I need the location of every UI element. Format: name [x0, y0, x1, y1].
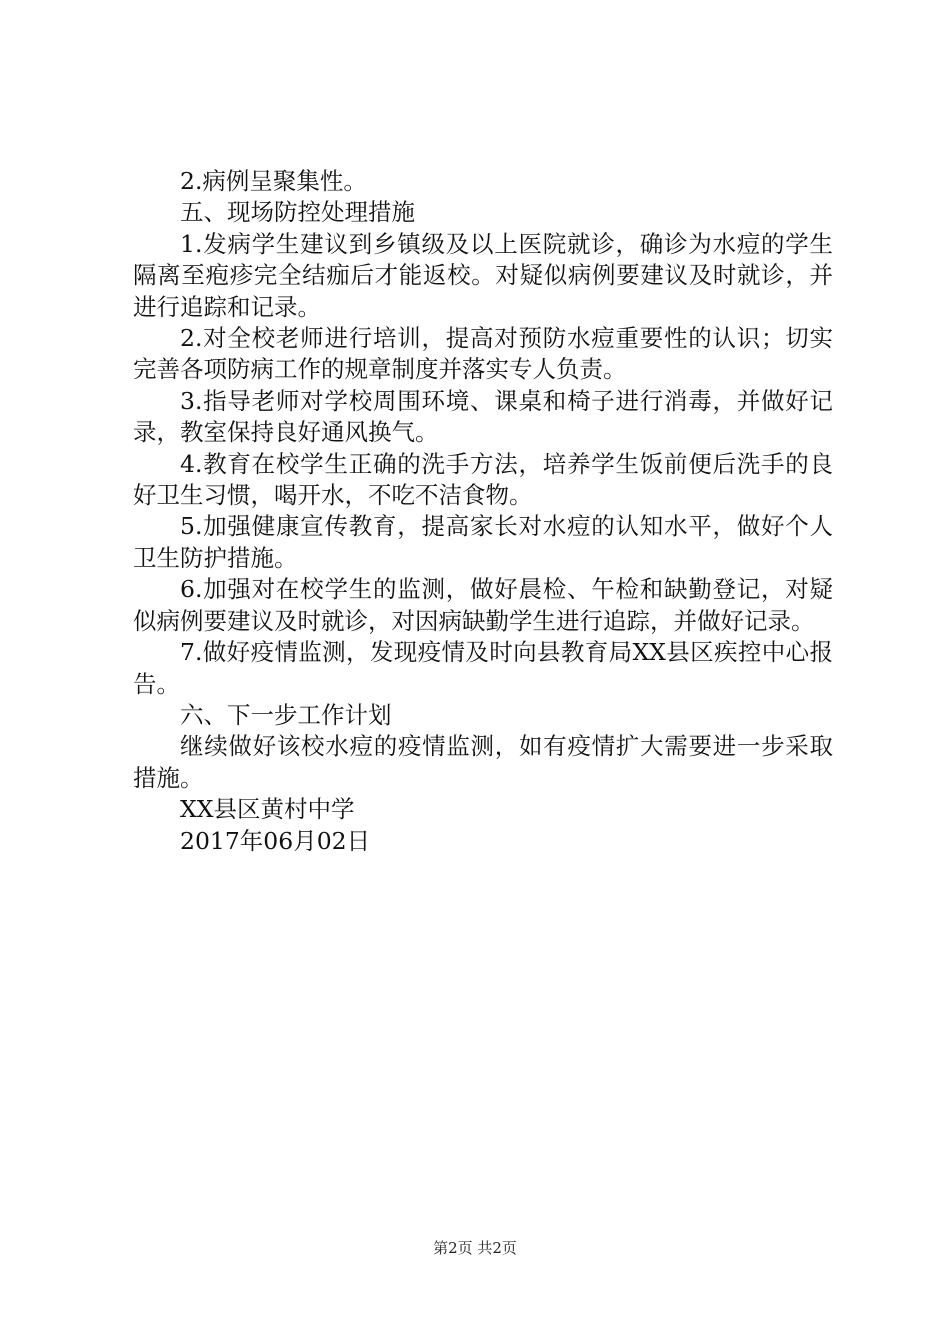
- paragraph-measure-6: 6.加强对在校学生的监测，做好晨检、午检和缺勤登记，对疑似病例要建议及时就诊，对因病缺勤学生进行追踪，并做好记录。: [133, 575, 833, 635]
- signature-date: 2017年06月02日: [180, 826, 371, 855]
- paragraph-measure-5: 5.加强健康宣传教育，提高家长对水痘的认知水平，做好个人卫生防护措施。: [133, 512, 833, 572]
- heading-section-5: 五、现场防控处理措施: [180, 198, 415, 227]
- paragraph-next-plan: 继续做好该校水痘的疫情监测，如有疫情扩大需要进一步采取措施。: [133, 732, 833, 792]
- paragraph-measure-3: 3.指导老师对学校周围环境、课桌和椅子进行消毒，并做好记录，教室保持良好通风换气。: [133, 386, 833, 447]
- paragraph-measure-7: 7.做好疫情监测，发现疫情及时向县教育局XX县区疾控中心报告。: [133, 638, 833, 698]
- signature-organization: XX县区黄村中学: [180, 795, 355, 824]
- document-body: [133, 166, 833, 857]
- paragraph-measure-2: 2.对全校老师进行培训，提高对预防水痘重要性的认识；切实完善各项防病工作的规章制度并落实专人负责。: [133, 324, 833, 384]
- paragraph-measure-1: 1.发病学生建议到乡镇级及以上医院就诊，确诊为水痘的学生隔离至疱疹完全结痂后才能返校。对疑似病例要建议及时就诊，并进行追踪和记录。: [133, 229, 833, 321]
- page-number-footer: 第2页 共2页: [433, 1239, 517, 1257]
- paragraph-measure-4: 4.教育在校学生正确的洗手方法，培养学生饭前便后洗手的良好卫生习惯，喝开水，不吃不洁食物。: [133, 449, 833, 510]
- heading-section-6: 六、下一步工作计划: [180, 700, 392, 729]
- paragraph-case-clustering: 2.病例呈聚集性。: [180, 167, 367, 195]
